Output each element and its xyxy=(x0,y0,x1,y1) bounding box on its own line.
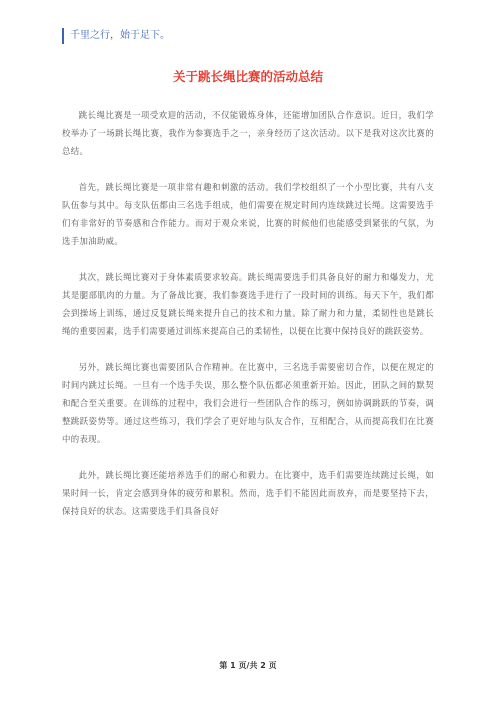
paragraph-5: 此外，跳长绳比赛还能培养选手们的耐心和毅力。在比赛中，选手们需要连续跳过长绳，如果时间一长，肯定会感到身体的疲劳和累积。然而，选手们不能因此而放弃，而是要坚持下去，保持良好的状态。这需要选手们具备良好 xyxy=(62,470,434,516)
paragraph-2: 首先，跳长绳比赛是一项非常有趣和刺激的活动。我们学校组织了一个小型比赛，共有八支队伍参与其中。每支队伍都由三名选手组成，他们需要在规定时间内连续跳过长绳。这需要选手们有非常好的节奏感和合作能力。而对于观众来说，比赛的时候他们也能感受到紧张的气氛，为选手加油助威。 xyxy=(62,182,434,246)
paragraph-1: 跳长绳比赛是一项受欢迎的活动，不仅能锻炼身体，还能增加团队合作意识。近日，我们学校举办了一场跳长绳比赛，我作为参赛选手之一，亲身经历了这次活动。以下是我对这次比赛的总结。 xyxy=(62,110,434,156)
page-number-footer: 第 1 页/共 2 页 xyxy=(219,661,277,670)
page-header-slogan: 千里之行，始于足下。 xyxy=(62,28,170,44)
document-title: 关于跳长绳比赛的活动总结 xyxy=(172,69,323,84)
paragraph-4: 另外，跳长绳比赛也需要团队合作精神。在比赛中，三名选手需要密切合作，以便在规定的时间内跳过长绳。一旦有一个选手失误，那么整个队伍都必须重新开始。因此，团队之间的默契和配合至关重要。在训练的过程中，我们会进行一些团队合作的练习，例如协调跳跃的节奏，调整跳跃姿势等。通过这些练习，我们学会了更好地与队友合作，互相配合，从而提高我们在比赛中的表现。 xyxy=(62,362,434,444)
document-body xyxy=(62,106,434,538)
paragraph-3: 其次，跳长绳比赛对于身体素质要求较高。跳长绳需要选手们具备良好的耐力和爆发力，尤其是腿部肌肉的力量。为了备战比赛，我们参赛选手进行了一段时间的训练。每天下午，我们都会到操场上训练，通过反复跳长绳来提升自己的技术和力量。除了耐力和力量，柔韧性也是跳长绳的重要因素，选手们需要通过训练来提高自己的柔韧性，以便在比赛中保持良好的跳跃姿势。 xyxy=(62,272,434,336)
